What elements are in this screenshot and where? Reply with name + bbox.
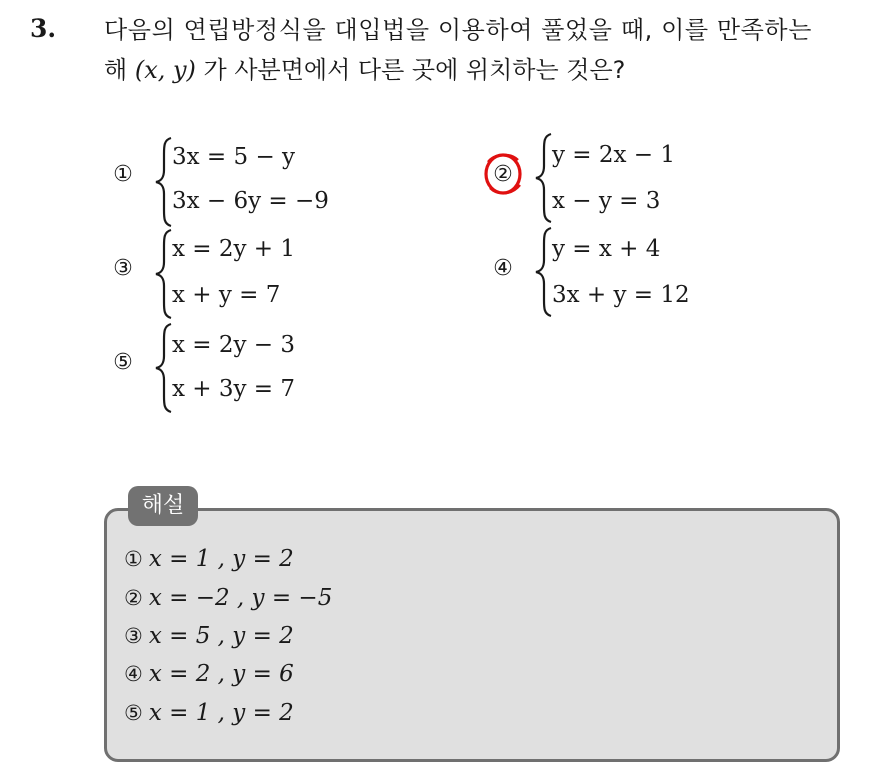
option-5-eq1: x = 2y − 3 (172, 332, 296, 358)
option-1-eq2: 3x − 6y = −9 (172, 188, 329, 214)
solution-line-5 (124, 697, 294, 729)
question-text-line1: 다음의 연립방정식을 대입법을 이용하여 풀었을 때, 이를 만족하는 (104, 16, 812, 44)
option-5-number: ⑤ (113, 350, 133, 375)
option-1-eq1: 3x = 5 − y (172, 144, 296, 170)
question-number: 3. (30, 14, 57, 43)
solution-line-2 (124, 582, 332, 614)
solution-line-3-number: ③ (124, 624, 143, 648)
option-2-eq2: x − y = 3 (552, 188, 661, 214)
option-5[interactable] (104, 322, 364, 414)
option-4-number: ④ (493, 256, 513, 281)
option-2-number: ② (493, 162, 513, 187)
solution-line-1-number: ① (124, 547, 143, 571)
option-5-eq2: x + 3y = 7 (172, 376, 296, 402)
question-text-line2 (104, 50, 625, 90)
option-1-number: ① (113, 162, 133, 187)
option-1[interactable] (104, 136, 364, 228)
option-4[interactable] (486, 226, 746, 318)
solution-line-3 (124, 620, 294, 652)
solution-line-1 (124, 543, 294, 575)
answer-circle-mark (480, 148, 528, 200)
solution-label: 해설 (128, 486, 198, 526)
option-4-brace (534, 226, 554, 318)
option-3-eq2: x + y = 7 (172, 282, 281, 308)
option-3-eq1: x = 2y + 1 (172, 236, 296, 262)
solution-line-4-text: x = 2 , y = 6 (148, 661, 294, 687)
option-3-brace (154, 228, 174, 320)
solution-line-2-text: x = −2 , y = −5 (148, 585, 333, 611)
option-2-eq1: y = 2x − 1 (552, 142, 676, 168)
option-5-brace (154, 322, 174, 414)
option-1-brace (154, 136, 174, 228)
question-text-line2-post: 가 사분면에서 다른 곳에 위치하는 것은? (195, 56, 626, 84)
solution-line-1-text: x = 1 , y = 2 (148, 546, 294, 572)
question-math-xy: (x, y) (134, 56, 196, 84)
option-4-eq2: 3x + y = 12 (552, 282, 690, 308)
option-3[interactable] (104, 228, 364, 320)
option-2-brace (534, 132, 554, 224)
solution-line-4-number: ④ (124, 662, 143, 686)
option-3-number: ③ (113, 256, 133, 281)
solution-line-5-number: ⑤ (124, 701, 143, 725)
solution-line-4 (124, 658, 294, 690)
solution-line-3-text: x = 5 , y = 2 (148, 623, 294, 649)
question-text-line2-pre: 해 (104, 56, 135, 84)
option-4-eq1: y = x + 4 (552, 236, 661, 262)
solution-line-5-text: x = 1 , y = 2 (148, 700, 294, 726)
solution-line-2-number: ② (124, 586, 143, 610)
